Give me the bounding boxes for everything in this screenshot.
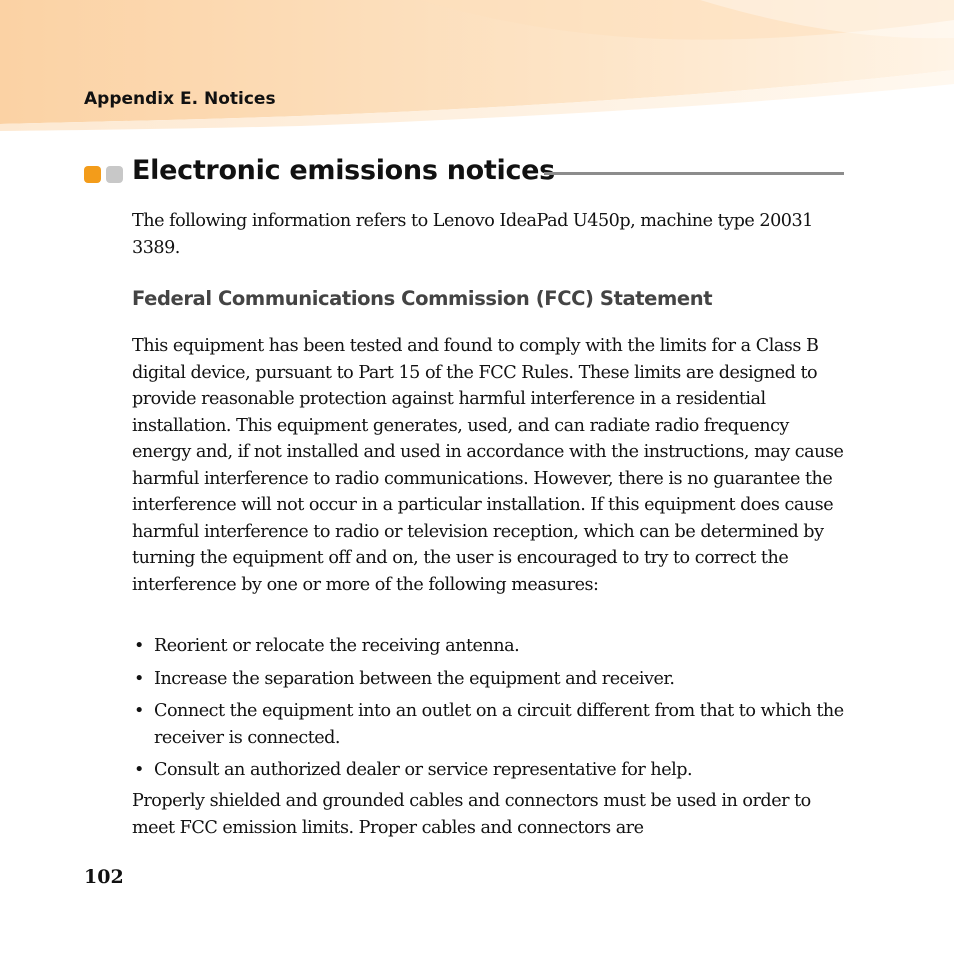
fcc-title: Federal Communications Commission (FCC) Statement: [132, 287, 713, 310]
bullet-dot-icon: •: [134, 668, 144, 689]
intro-paragraph: The following information refers to Lenovo IdeaPad U450p, machine type 20031 3389.: [132, 211, 813, 258]
running-head: Appendix E. Notices: [84, 89, 276, 109]
heading-rule: [544, 172, 844, 175]
fcc-subheading: [84, 287, 844, 315]
list-item-text: Increase the separation between the equipment and receiver.: [154, 668, 675, 689]
measures-list: [132, 633, 844, 790]
fcc-paragraph-2: Properly shielded and grounded cables and connectors must be used in order to meet FCC emission limits. Proper cables and connectors are: [132, 791, 811, 838]
heading-squares-icon: [84, 166, 124, 184]
bullet-dot-icon: •: [134, 636, 144, 656]
header-band: [0, 0, 954, 140]
list-item-text: Reorient or relocate the receiving antenna.: [154, 636, 520, 656]
fcc-paragraph-1: This equipment has been tested and found to comply with the limits for a Class B digital device, pursuant to Part 15 of the FCC Rules. These limits are designed to provide reasonable protection against harmful interference in a residential installation. This equipment generates, used, and can radiate radio frequency energy and, if not installed and used in accordance with the instructions, may cause harmful interference to radio communications. However, there is no guarantee the interference will not occur in a particular installation. If this equipment does cause harmful interference to radio or television reception, which can be determined by turning the equipment off and on, the user is encouraged to try to correct the interference by one or more of the following measures:: [132, 336, 844, 595]
orange-square-icon: [84, 166, 101, 183]
list-item: [132, 757, 844, 784]
bullet-dot-icon: •: [134, 760, 144, 780]
square-bullet-icon: [84, 294, 98, 308]
section-heading: [84, 152, 844, 192]
list-item-text: Consult an authorized dealer or service representative for help.: [154, 760, 693, 780]
grey-square-icon: [106, 166, 123, 183]
list-item-text: Connect the equipment into an outlet on a circuit different from that to which the receiver is connected.: [154, 701, 844, 748]
list-item: [132, 633, 844, 660]
list-item: [132, 666, 844, 693]
list-item: [132, 698, 844, 751]
bullet-dot-icon: •: [134, 701, 144, 721]
page-number: 102: [84, 866, 124, 888]
section-title: Electronic emissions notices: [132, 155, 555, 186]
